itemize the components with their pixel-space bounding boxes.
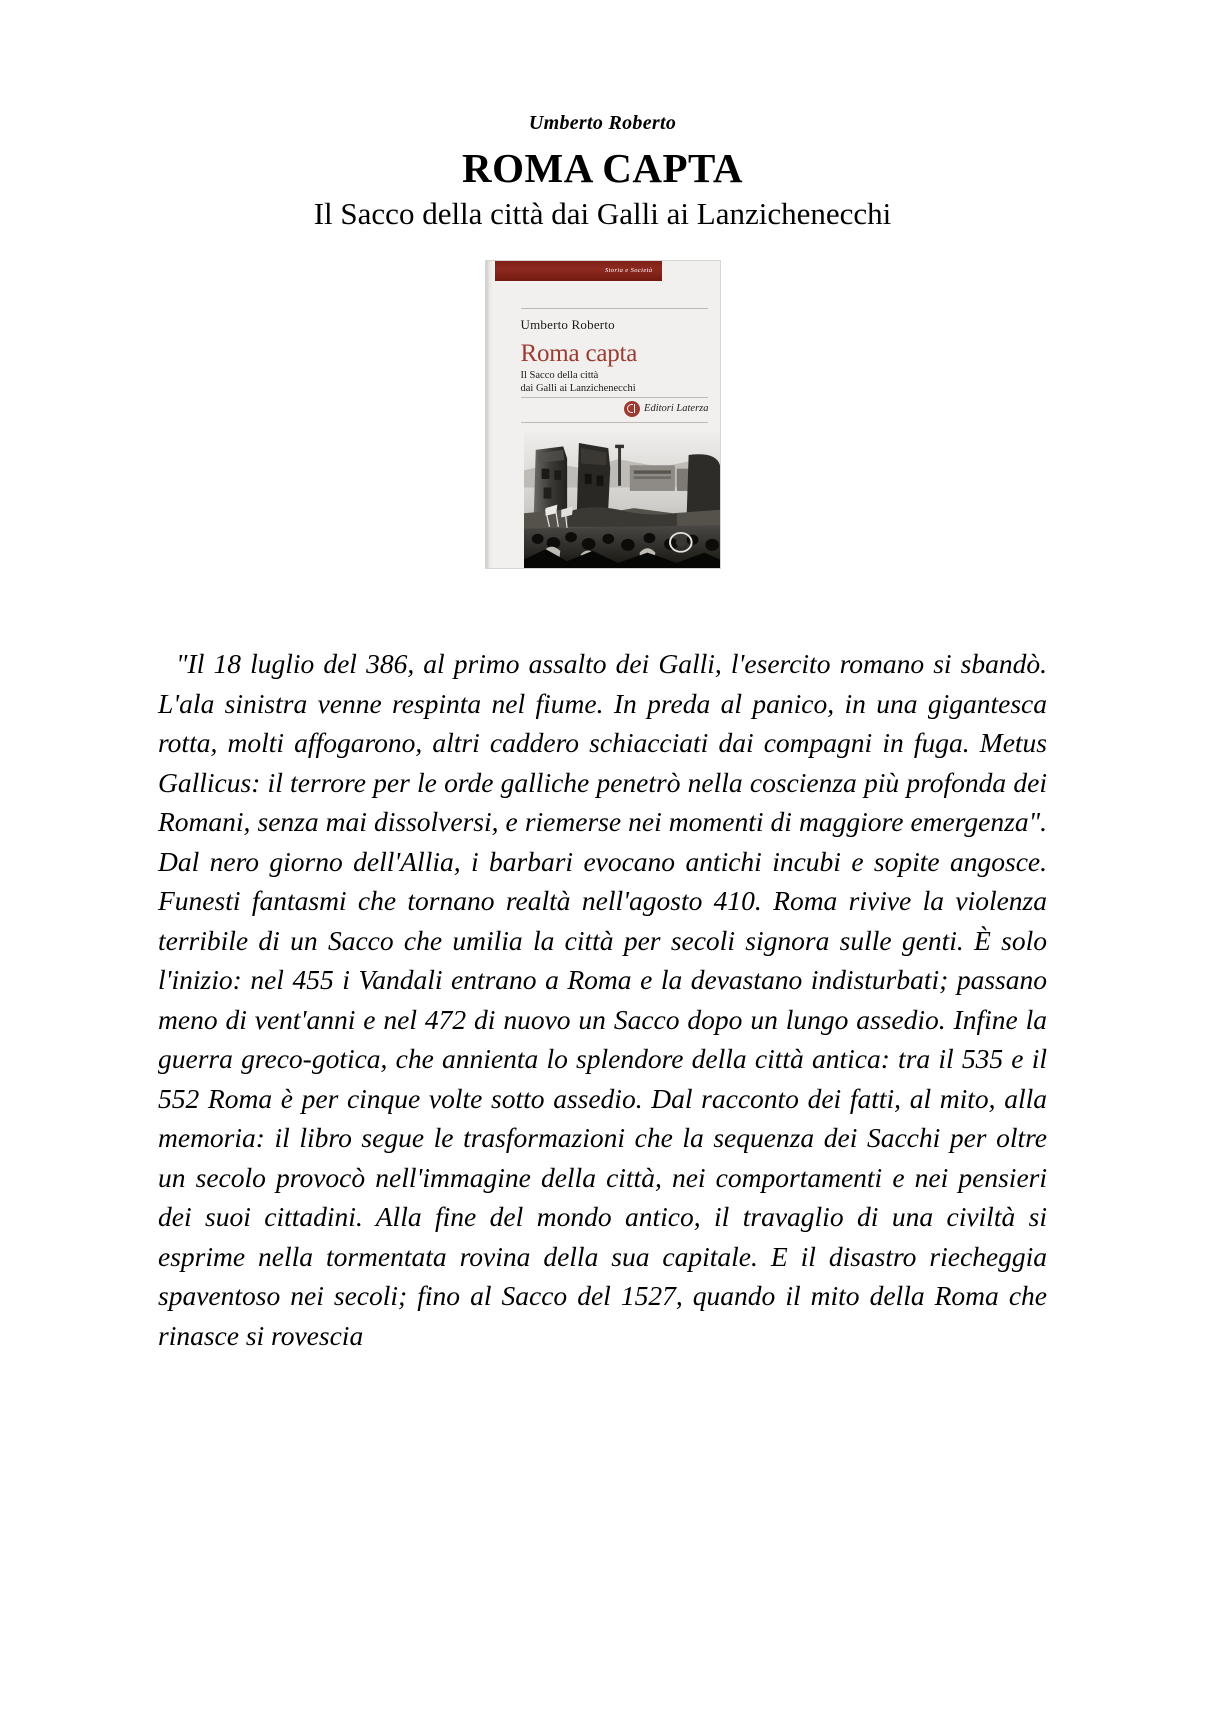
header-subtitle: Il Sacco della città dai Galli ai Lanzichenecchi	[313, 196, 892, 232]
cover-title: Roma capta	[520, 339, 638, 367]
cover-subtitle	[521, 370, 636, 396]
cover-front-face	[495, 281, 720, 568]
book-cover-image	[486, 261, 720, 568]
cover-divider-top	[521, 308, 708, 309]
cover-series-banner: Storia e Società	[495, 261, 662, 281]
page-title: ROMA CAPTA	[462, 145, 743, 191]
body-container	[158, 568, 1047, 1356]
cover-author: Umberto Roberto	[520, 316, 615, 332]
description-paragraph-text: "Il 18 luglio del 386, al primo assalto dei Galli, l'esercito romano si sbandò. L'ala sinistra venne respinta nel fiume. In preda al panico, in una gigantesca rotta, molti affogarono, altri caddero schiacciati dai compagni in fuga. Metus Gallicus: il terrore per le orde galliche penetrò nella coscienza più profonda dei Romani, senza mai dissolversi, e riemerse nei momenti di maggiore emergenza". Dal nero giorno dell'Allia, i barbari evocano antichi incubi e sopite angosce. Funesti fantasmi che tornano realtà nell'agosto 410. Roma rivive la violenza terribile di un Sacco che umilia la città per secoli signora sulle genti. È solo l'inizio: nel 455 i Vandali entrano a Roma e la devastano indisturbati; passano meno di vent'anni e nel 472 di nuovo un Sacco dopo un lungo assedio. Infine la guerra greco-gotica, che annienta lo splendore della città antica: tra il 535 e il 552 Roma è per cinque volte sotto assedio. Dal racconto dei fatti, al mito, alla memoria: il libro segue le trasformazioni che la sequenza dei Sacchi per oltre un secolo provocò nell'immagine della città, nei comportamenti e nei pensieri dei suoi cittadini. Alla fine del mondo antico, il travaglio di una civiltà si esprime nella tormentata rovina della sua capitale. E il disastro riecheggia spaventoso nei secoli; fino al Sacco del 1527, quando il mito della Roma che rinasce si rovescia	[158, 648, 1047, 1351]
header-author: Umberto Roberto	[528, 112, 677, 134]
cover-divider-bottom	[521, 422, 708, 423]
cover-subtitle-line2: dai Galli ai Lanzichenecchi	[520, 382, 636, 394]
book-cover-container	[0, 261, 1205, 568]
cover-publisher-name: Editori Laterza	[644, 403, 709, 415]
cover-publisher	[624, 401, 708, 417]
laterza-logo-icon	[624, 401, 640, 417]
cover-divider-middle	[521, 397, 708, 398]
cover-subtitle-line1: Il Sacco della città	[520, 369, 599, 381]
document-header	[0, 0, 1205, 232]
siege-engraving-illustration	[524, 431, 720, 568]
cover-spine	[486, 261, 495, 568]
description-paragraph	[158, 644, 1047, 1355]
